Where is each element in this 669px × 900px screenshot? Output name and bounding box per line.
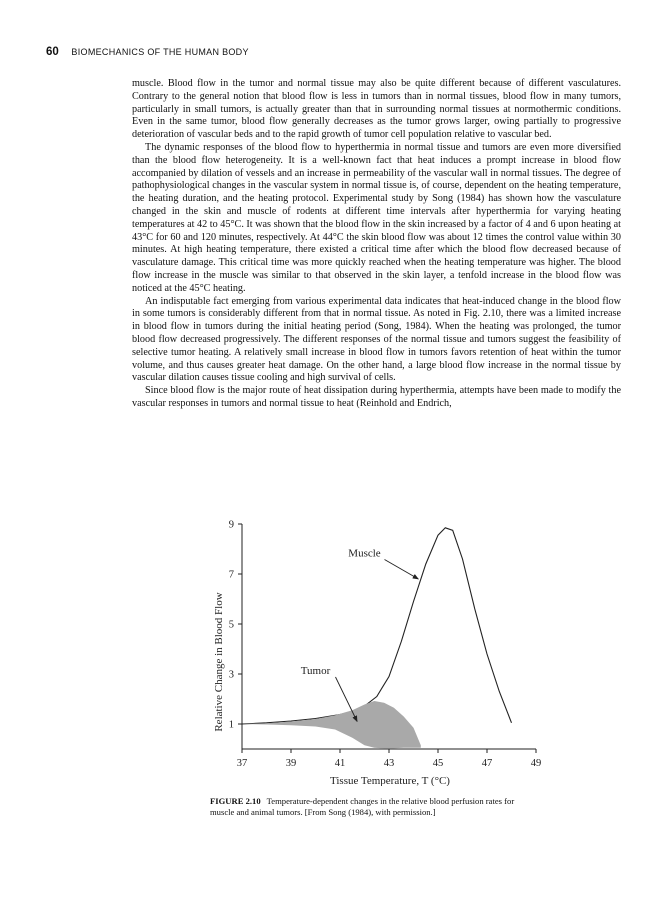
x-tick-label: 43 (383, 758, 395, 769)
running-title: BIOMECHANICS OF THE HUMAN BODY (71, 47, 249, 57)
blood-flow-chart (200, 514, 560, 786)
y-tick-label: 3 (228, 669, 234, 681)
caption-label: FIGURE 2.10 (210, 796, 261, 806)
y-tick-label: 5 (228, 619, 234, 631)
body-text (132, 78, 621, 411)
x-tick-label: 39 (285, 758, 297, 769)
paragraph-2: The dynamic responses of the blood flow to hyperthermia in normal tissue and tumors are even more diversified than the blood flow heterogeneity. It is a well-known fact that heat induces a prompt increase in blood flow accompanied by dilation of vessels and an increase in permeability of the vascular wall in normal tissues. The degree of pathophysiological changes in the vascular system in normal tissue is, of course, dependent on the heating temperature, the heating duration, and the heating protocol. Experimental study by Song (1984) has shown how the vasculature changed in the skin and muscle of rodents at different time intervals after hyperthermia for varying heating temperatures at 42 to 45°C. It was shown that the blood flow in the skin increased by a factor of 4 and 6 upon heating at 43°C for 60 and 120 minutes, respectively. At 44°C the skin blood flow was about 12 times the control value within 30 minutes. At high heating temperature, there existed a critical time after which the blood flow decreased because of vasculature damage. This critical time was more quickly reached when the heating temperature was higher. The blood flow increase in the muscle was similar to that observed in the skin layer, a tenfold increase in the blood flow was noticed at the 45°C heating. (132, 141, 621, 294)
annotation-label: Muscle (348, 547, 381, 560)
x-axis-label: Tissue Temperature, T (°C) (330, 775, 450, 786)
paragraph-1: muscle. Blood flow in the tumor and normal tissue may also be quite different because of different vasculatures. Contrary to the general notion that blood flow is less in tumors than in normal tissues, blood flow in many tumors, particularly in small tumors, is actually greater than that in surrounding normal tissues at normothermic conditions. Even in the same tumor, blood flow generally decreases as the tumor grows larger, owing partially to progressive deterioration of vascular beds and to the rapid growth of tumor cell population relative to vascular bed. (132, 78, 621, 141)
y-tick-label: 9 (228, 519, 234, 531)
x-tick-label: 41 (334, 758, 346, 769)
annotation-label: Tumor (300, 665, 331, 677)
annotation-arrow (385, 560, 419, 580)
page-number: 60 (46, 46, 59, 58)
series-band-tumor (242, 701, 421, 748)
page-header (46, 46, 249, 58)
paragraph-3: An indisputable fact emerging from various experimental data indicates that heat-induced change in the blood flow in some tumors is considerably different from that in normal tissue. As noted in Fig. 2.10, there was a limited increase in blood flow in tumors during the initial heating period (Song, 1984). When the heating was prolonged, the tumor blood flow decreased progressively. The different responses of the normal tissue and tumors suggest the feasibility of selective tumor heating. A relatively small increase in blood flow in tumors favors retention of heat within the tumor volume, and thus causes greater heat damage. On the other hand, a large blood flow increase in the normal tissue by vascular dilation causes tissue cooling and high survival of cells. (132, 295, 621, 384)
x-tick-label: 49 (530, 758, 542, 769)
x-tick-label: 37 (236, 758, 248, 769)
x-tick-label: 47 (481, 758, 493, 769)
y-axis-label: Relative Change in Blood Flow (213, 592, 225, 732)
y-tick-label: 7 (228, 569, 234, 581)
caption-text: Temperature-dependent changes in the relative blood perfusion rates for muscle and animal tumors. [From Song (1984), with permission.] (210, 796, 515, 817)
paragraph-4: Since blood flow is the major route of heat dissipation during hyperthermia, attempts have been made to modify the vascular responses in tumors and normal tissue to heat (Reinhold and Endrich, (132, 385, 621, 409)
figure-caption (210, 796, 540, 818)
y-tick-label: 1 (228, 719, 234, 731)
x-tick-label: 45 (432, 758, 444, 769)
